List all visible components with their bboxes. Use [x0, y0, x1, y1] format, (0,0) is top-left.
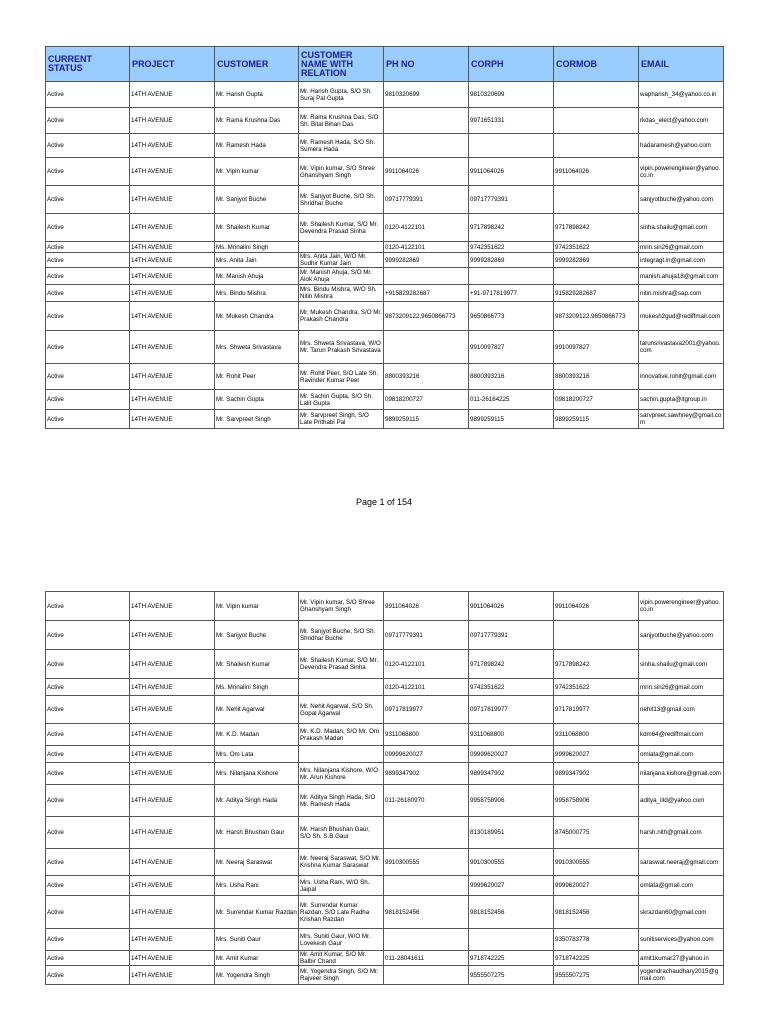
cormob-cell: 9958758906 [554, 785, 639, 817]
relation-cell: Mr. Aditya Singh Hada, S/O Mr. Ramesh Hada [299, 785, 384, 817]
customer-cell: Mr. Nehit Agarwal [215, 696, 299, 724]
customer-cell: Ms. Mrinalini Singh [215, 679, 299, 696]
relation-cell: Mrs. Suniti Gaur, W/O Mr. Lovekesh Gaur [299, 929, 384, 951]
email-cell: amit1kumar27@yahoo.in [639, 951, 724, 966]
column-header-customer: CUSTOMER [215, 47, 299, 82]
status-cell: Active [46, 876, 130, 896]
table-row [46, 896, 724, 929]
phone-cell: 09717779391 [384, 621, 469, 650]
status-cell: Active [46, 285, 130, 302]
corph-cell: +91-9717819977 [469, 285, 554, 302]
relation-cell: Mr. Sachin Gupta, S/O Sh. Lalit Gupta [299, 390, 384, 410]
status-cell: Active [46, 108, 130, 134]
corph-cell: 9818152456 [469, 896, 554, 929]
table-row [46, 268, 724, 285]
status-cell: Active [46, 896, 130, 929]
customer-cell: Mr. Mukesh Chandra [215, 302, 299, 331]
status-cell: Active [46, 364, 130, 390]
cormob-cell: 9999620027 [554, 876, 639, 896]
email-cell: sinha.shailu@gmail.com [639, 650, 724, 679]
email-cell: skrazdan60@gmail.com [639, 896, 724, 929]
project-cell: 14TH AVENUE [130, 108, 215, 134]
project-cell: 14TH AVENUE [130, 896, 215, 929]
project-cell: 14TH AVENUE [130, 724, 215, 746]
customer-cell: Mrs. Usha Rani [215, 876, 299, 896]
table-header-row [46, 47, 724, 82]
email-cell: omlata@gmail.com [639, 746, 724, 763]
customer-cell: Mr. Yogendra Singh [215, 966, 299, 985]
phone-cell: 8800393216 [384, 364, 469, 390]
cormob-cell: 9718742225 [554, 951, 639, 966]
table-row [46, 331, 724, 364]
phone-cell: 0120-4122101 [384, 679, 469, 696]
corph-cell: 9717898242 [469, 650, 554, 679]
table-row [46, 242, 724, 253]
status-cell: Active [46, 214, 130, 242]
project-cell: 14TH AVENUE [130, 268, 215, 285]
corph-cell: 9718742225 [469, 951, 554, 966]
table-row [46, 724, 724, 746]
customer-cell: Mr. Ramesh Hada [215, 134, 299, 158]
customer-cell: Mr. Amit Kumar [215, 951, 299, 966]
relation-cell: Mr. Mukesh Chandra, S/O Mr. Prakash Chandra [299, 302, 384, 331]
cormob-cell [554, 186, 639, 214]
relation-cell: Mr. Shailesh Kumar, S/O Mr. Devendra Prasad Sinha [299, 214, 384, 242]
email-cell: saraswat.neeraj@gmail.com [639, 849, 724, 876]
column-header-email: EMAIL [639, 47, 724, 82]
email-cell: mrin.sin26@gmail.com [639, 679, 724, 696]
email-cell: integragt.in@gmail.com [639, 253, 724, 268]
table-row [46, 82, 724, 108]
cormob-cell [554, 268, 639, 285]
column-header-relation: CUSTOMER NAME WITH RELATION [299, 47, 384, 82]
cormob-cell: 9910300555 [554, 849, 639, 876]
corph-cell: 9999620027 [469, 876, 554, 896]
column-header-project: PROJECT [130, 47, 215, 82]
cormob-cell: 9899347902 [554, 763, 639, 785]
corph-cell: 9999282869 [469, 253, 554, 268]
customer-cell: Mr. K.D. Madan [215, 724, 299, 746]
customer-cell: Mr. Aditya Singh Hada [215, 785, 299, 817]
email-cell: vipin.powerengineer@yahoo.co.in [639, 592, 724, 621]
cormob-cell: 9717819977 [554, 696, 639, 724]
cormob-cell: 9999620027 [554, 746, 639, 763]
table-row [46, 253, 724, 268]
phone-cell [384, 134, 469, 158]
phone-cell [384, 108, 469, 134]
status-cell: Active [46, 724, 130, 746]
relation-cell: Mrs. Usha Rani, W/O Sh. Jaipal [299, 876, 384, 896]
table-row [46, 817, 724, 849]
phone-cell: 011-26180970 [384, 785, 469, 817]
cormob-cell: 8745000775 [554, 817, 639, 849]
relation-cell: Mr. Amit Kumar, S/O Mr. Balbir Chand [299, 951, 384, 966]
table-row [46, 650, 724, 679]
customer-cell: Mr. Harsh Bhushan Gaur [215, 817, 299, 849]
status-cell: Active [46, 951, 130, 966]
relation-cell: Mr. Neeraj Saraswat, S/O Mr. Krishna Kumar Saraswat [299, 849, 384, 876]
phone-cell: 9999282869 [384, 253, 469, 268]
status-cell: Active [46, 331, 130, 364]
table-row [46, 302, 724, 331]
project-cell: 14TH AVENUE [130, 746, 215, 763]
relation-cell: Mr. Rohit Peer, S/O Late Sh. Ravinder Kumar Peer [299, 364, 384, 390]
project-cell: 14TH AVENUE [130, 650, 215, 679]
phone-cell: 09999620027 [384, 746, 469, 763]
status-cell: Active [46, 849, 130, 876]
customer-cell: Mr. Sarvpreet Singh [215, 410, 299, 429]
phone-cell: 9899259115 [384, 410, 469, 429]
project-cell: 14TH AVENUE [130, 253, 215, 268]
cormob-cell: 9717898242 [554, 214, 639, 242]
email-cell: innovative.rohit@gmail.com [639, 364, 724, 390]
cormob-cell: 915829282687 [554, 285, 639, 302]
corph-cell: 9650866773 [469, 302, 554, 331]
phone-cell: 9810320699 [384, 82, 469, 108]
table-row [46, 592, 724, 621]
table-row [46, 679, 724, 696]
status-cell: Active [46, 82, 130, 108]
relation-cell: Mr. Sarvpreet Singh, S/O Late Prithabi Pal [299, 410, 384, 429]
customer-cell: Mr. Surrendar Kumar Razdan [215, 896, 299, 929]
phone-cell: 9911064026 [384, 592, 469, 621]
customer-cell: Mr. Rama Krushna Das [215, 108, 299, 134]
project-cell: 14TH AVENUE [130, 331, 215, 364]
customer-cell: Mr. Manish Ahuja [215, 268, 299, 285]
email-cell: sinha.shailu@gmail.com [639, 214, 724, 242]
project-cell: 14TH AVENUE [130, 763, 215, 785]
corph-cell: 09717779391 [469, 621, 554, 650]
status-cell: Active [46, 410, 130, 429]
corph-cell [469, 268, 554, 285]
project-cell: 14TH AVENUE [130, 817, 215, 849]
cormob-cell: 9818152456 [554, 896, 639, 929]
table-row [46, 134, 724, 158]
relation-cell: Mrs. Nilanjana Kishore, W/O Mr. Arun Kishore [299, 763, 384, 785]
relation-cell: Mr. Yogendra Singh, S/O Mr. Rajveer Singh [299, 966, 384, 985]
phone-cell: +915829282687 [384, 285, 469, 302]
phone-cell [384, 331, 469, 364]
cormob-cell [554, 108, 639, 134]
project-cell: 14TH AVENUE [130, 302, 215, 331]
phone-cell: 9910300555 [384, 849, 469, 876]
status-cell: Active [46, 966, 130, 985]
table-row [46, 186, 724, 214]
table-row [46, 763, 724, 785]
corph-cell: 9742351622 [469, 679, 554, 696]
project-cell: 14TH AVENUE [130, 679, 215, 696]
project-cell: 14TH AVENUE [130, 242, 215, 253]
table-row [46, 876, 724, 896]
customer-cell: Mr. Harish Gupta [215, 82, 299, 108]
phone-cell: 9818152456 [384, 896, 469, 929]
corph-cell: 9742351622 [469, 242, 554, 253]
relation-cell: Mr. Rama Krushna Das, S/O Sh. Bitai Bihari Das [299, 108, 384, 134]
project-cell: 14TH AVENUE [130, 966, 215, 985]
table-row [46, 746, 724, 763]
project-cell: 14TH AVENUE [130, 929, 215, 951]
customer-cell: Mr. Shailesh Kumar [215, 650, 299, 679]
corph-cell: 8800393216 [469, 364, 554, 390]
phone-cell: 0120-4122101 [384, 242, 469, 253]
email-cell: vipin.powerengineer@yahoo.co.in [639, 158, 724, 186]
customer-cell: Mrs. Shweta Srivastava [215, 331, 299, 364]
project-cell: 14TH AVENUE [130, 134, 215, 158]
corph-cell: 9910097827 [469, 331, 554, 364]
cormob-cell: 9873209122,9650866773 [554, 302, 639, 331]
phone-cell [384, 929, 469, 951]
relation-cell [299, 746, 384, 763]
phone-cell: 09717819977 [384, 696, 469, 724]
status-cell: Active [46, 390, 130, 410]
table-row [46, 785, 724, 817]
corph-cell: 9717898242 [469, 214, 554, 242]
customer-cell: Mrs. Om Lata [215, 746, 299, 763]
customer-cell: Mr. Sanjyot Buche [215, 621, 299, 650]
corph-cell: 9958758906 [469, 785, 554, 817]
cormob-cell [554, 82, 639, 108]
relation-cell: Mr. Ramesh Hada, S/O Sh. Sumera Hada [299, 134, 384, 158]
customer-cell: Mr. Shailesh Kumar [215, 214, 299, 242]
customer-table-page-1 [45, 46, 724, 429]
email-cell: harsh.nith@gmail.com [639, 817, 724, 849]
email-cell: sarvpreet.sawhney@gmail.com [639, 410, 724, 429]
corph-cell [469, 134, 554, 158]
relation-cell: Mr. Manish Ahuja, S/O Mr. Alok Ahuja [299, 268, 384, 285]
relation-cell: Mr. Vipin kumar, S/O Shree Ghanshyam Singh [299, 592, 384, 621]
table-row [46, 390, 724, 410]
table-row [46, 929, 724, 951]
project-cell: 14TH AVENUE [130, 186, 215, 214]
phone-cell [384, 817, 469, 849]
email-cell: tarunsrivastava2001@yahoo.com [639, 331, 724, 364]
cormob-cell: 9717898242 [554, 650, 639, 679]
project-cell: 14TH AVENUE [130, 410, 215, 429]
relation-cell: Mr. Sanjyot Buche, S/O Sh. Shridhar Buche [299, 621, 384, 650]
project-cell: 14TH AVENUE [130, 592, 215, 621]
table-row [46, 108, 724, 134]
project-cell: 14TH AVENUE [130, 82, 215, 108]
project-cell: 14TH AVENUE [130, 621, 215, 650]
customer-cell: Mrs. Bindu Mishra [215, 285, 299, 302]
corph-cell: 9555507275 [469, 966, 554, 985]
corph-cell: 09717819977 [469, 696, 554, 724]
customer-cell: Ms. Mrinalini Singh [215, 242, 299, 253]
table-row [46, 214, 724, 242]
cormob-cell: 9350783778 [554, 929, 639, 951]
corph-cell: 8130189951 [469, 817, 554, 849]
status-cell: Active [46, 592, 130, 621]
relation-cell: Mr. Surrendar Kumar Razdan, S/O Late Radha Krishan Razdan [299, 896, 384, 929]
status-cell: Active [46, 696, 130, 724]
status-cell: Active [46, 134, 130, 158]
status-cell: Active [46, 929, 130, 951]
phone-cell [384, 876, 469, 896]
status-cell: Active [46, 268, 130, 285]
table-row [46, 951, 724, 966]
column-header-corph: CORPH [469, 47, 554, 82]
status-cell: Active [46, 302, 130, 331]
corph-cell: 09717779391 [469, 186, 554, 214]
customer-cell: Mr. Sachin Gupta [215, 390, 299, 410]
phone-cell: 0120-4122101 [384, 214, 469, 242]
table-row [46, 158, 724, 186]
email-cell: sanjyotbuche@yahoo.com [639, 621, 724, 650]
phone-cell [384, 268, 469, 285]
project-cell: 14TH AVENUE [130, 785, 215, 817]
email-cell: kdm64@rediffmail.com [639, 724, 724, 746]
email-cell: nehit13@gmail.com [639, 696, 724, 724]
table-row [46, 621, 724, 650]
cormob-cell: 9555507275 [554, 966, 639, 985]
project-cell: 14TH AVENUE [130, 364, 215, 390]
status-cell: Active [46, 158, 130, 186]
column-header-phone: PH NO [384, 47, 469, 82]
status-cell: Active [46, 253, 130, 268]
relation-cell: Mr. Sanjyot Buche, S/O Sh. Shridhar Buche [299, 186, 384, 214]
status-cell: Active [46, 679, 130, 696]
customer-table-page-2 [45, 591, 724, 985]
table-row [46, 966, 724, 985]
email-cell: yogendrachaudhary2015@gmail.com [639, 966, 724, 985]
email-cell: rkdas_elect@yahoo.com [639, 108, 724, 134]
status-cell: Active [46, 621, 130, 650]
project-cell: 14TH AVENUE [130, 214, 215, 242]
email-cell: manish.ahuja18@gmail.com [639, 268, 724, 285]
relation-cell: Mr. Shailesh Kumar, S/O Mr. Devendra Prasad Sinha [299, 650, 384, 679]
email-cell: nitin.mishra@sap.com [639, 285, 724, 302]
cormob-cell: 9911064026 [554, 592, 639, 621]
relation-cell: Mr. K.D. Madan, S/O Mr. Om Prakash Madan [299, 724, 384, 746]
corph-cell [469, 929, 554, 951]
email-cell: mukesh2gud@rediffmail.com [639, 302, 724, 331]
corph-cell: 9971651331 [469, 108, 554, 134]
project-cell: 14TH AVENUE [130, 696, 215, 724]
table-row [46, 364, 724, 390]
table-row [46, 696, 724, 724]
table-row [46, 849, 724, 876]
table-row [46, 285, 724, 302]
customer-cell: Mr. Sanjyot Buche [215, 186, 299, 214]
relation-cell: Mr. Nehit Agarwal, S/O Sh. Gopal Agarwal [299, 696, 384, 724]
email-cell: mrin.sin26@gmail.com [639, 242, 724, 253]
customer-cell: Mrs. Suniti Gaur [215, 929, 299, 951]
cormob-cell: 9899259115 [554, 410, 639, 429]
customer-cell: Mr. Vipin kumar [215, 158, 299, 186]
corph-cell: 9910300555 [469, 849, 554, 876]
relation-cell: Mr. Harsh Bhushan Gaur, S/O Sh. S.B.Gaur [299, 817, 384, 849]
cormob-cell: 9999282869 [554, 253, 639, 268]
project-cell: 14TH AVENUE [130, 285, 215, 302]
phone-cell: 09717779391 [384, 186, 469, 214]
email-cell: sachin.gupta@itgroup.in [639, 390, 724, 410]
email-cell: sunitiservices@yahoo.com [639, 929, 724, 951]
cormob-cell: 9742351622 [554, 242, 639, 253]
customer-cell: Mrs. Anita Jain [215, 253, 299, 268]
status-cell: Active [46, 242, 130, 253]
status-cell: Active [46, 763, 130, 785]
phone-cell: 9911064026 [384, 158, 469, 186]
relation-cell [299, 242, 384, 253]
relation-cell: Mr. Harish Gupta, S/O Sh. Suraj Pal Gupta [299, 82, 384, 108]
phone-cell: 011-28041611 [384, 951, 469, 966]
customer-cell: Mrs. Nilanjana Kishore [215, 763, 299, 785]
email-cell: hadaramesh@yahoo.com [639, 134, 724, 158]
cormob-cell [554, 134, 639, 158]
phone-cell: 9311068800 [384, 724, 469, 746]
project-cell: 14TH AVENUE [130, 876, 215, 896]
cormob-cell [554, 621, 639, 650]
status-cell: Active [46, 650, 130, 679]
cormob-cell: 8800393216 [554, 364, 639, 390]
customer-cell: Mr. Rohit Peer [215, 364, 299, 390]
document-page-2 [0, 591, 768, 1024]
email-cell: aditya_iitd@yahoo.com [639, 785, 724, 817]
phone-cell: 0120-4122101 [384, 650, 469, 679]
email-cell: omlata@gmail.com [639, 876, 724, 896]
customer-cell: Mr. Neeraj Saraswat [215, 849, 299, 876]
cormob-cell: 9742351622 [554, 679, 639, 696]
corph-cell: 9911064026 [469, 158, 554, 186]
project-cell: 14TH AVENUE [130, 158, 215, 186]
customer-cell: Mr. Vipin kumar [215, 592, 299, 621]
status-cell: Active [46, 746, 130, 763]
corph-cell: 011-26164225 [469, 390, 554, 410]
relation-cell: Mr. Vipin kumar, S/O Shree Ghanshyam Singh [299, 158, 384, 186]
phone-cell: 9873209122,9650866773 [384, 302, 469, 331]
email-cell: wapharish_34@yahoo.co.in [639, 82, 724, 108]
corph-cell: 09999620027 [469, 746, 554, 763]
project-cell: 14TH AVENUE [130, 390, 215, 410]
column-header-status: CURRENT STATUS [46, 47, 130, 82]
corph-cell: 9810320699 [469, 82, 554, 108]
page-number: Page 1 of 154 [355, 497, 413, 507]
relation-cell: Mrs. Bindu Mishra, W/O Sh. Nitin Mishra [299, 285, 384, 302]
status-cell: Active [46, 817, 130, 849]
project-cell: 14TH AVENUE [130, 951, 215, 966]
corph-cell: 9911064026 [469, 592, 554, 621]
project-cell: 14TH AVENUE [130, 849, 215, 876]
cormob-cell: 9911064026 [554, 158, 639, 186]
corph-cell: 9899347902 [469, 763, 554, 785]
email-cell: nilanjana.kishore@gmail.com [639, 763, 724, 785]
relation-cell: Mrs. Anita Jain, W/O Mr. Sudhir Kumar Jain [299, 253, 384, 268]
corph-cell: 9899259115 [469, 410, 554, 429]
phone-cell: 09818200727 [384, 390, 469, 410]
column-header-cormob: CORMOB [554, 47, 639, 82]
corph-cell: 9311068800 [469, 724, 554, 746]
cormob-cell: 9910097827 [554, 331, 639, 364]
phone-cell: 9899347902 [384, 763, 469, 785]
table-row [46, 410, 724, 429]
status-cell: Active [46, 785, 130, 817]
relation-cell [299, 679, 384, 696]
phone-cell [384, 966, 469, 985]
cormob-cell: 9311068800 [554, 724, 639, 746]
relation-cell: Mrs. Shweta Srivastava, W/O Mr. Tarun Prakash Srivastava [299, 331, 384, 364]
status-cell: Active [46, 186, 130, 214]
email-cell: sanjyotbuche@yahoo.com [639, 186, 724, 214]
cormob-cell: 09818200727 [554, 390, 639, 410]
